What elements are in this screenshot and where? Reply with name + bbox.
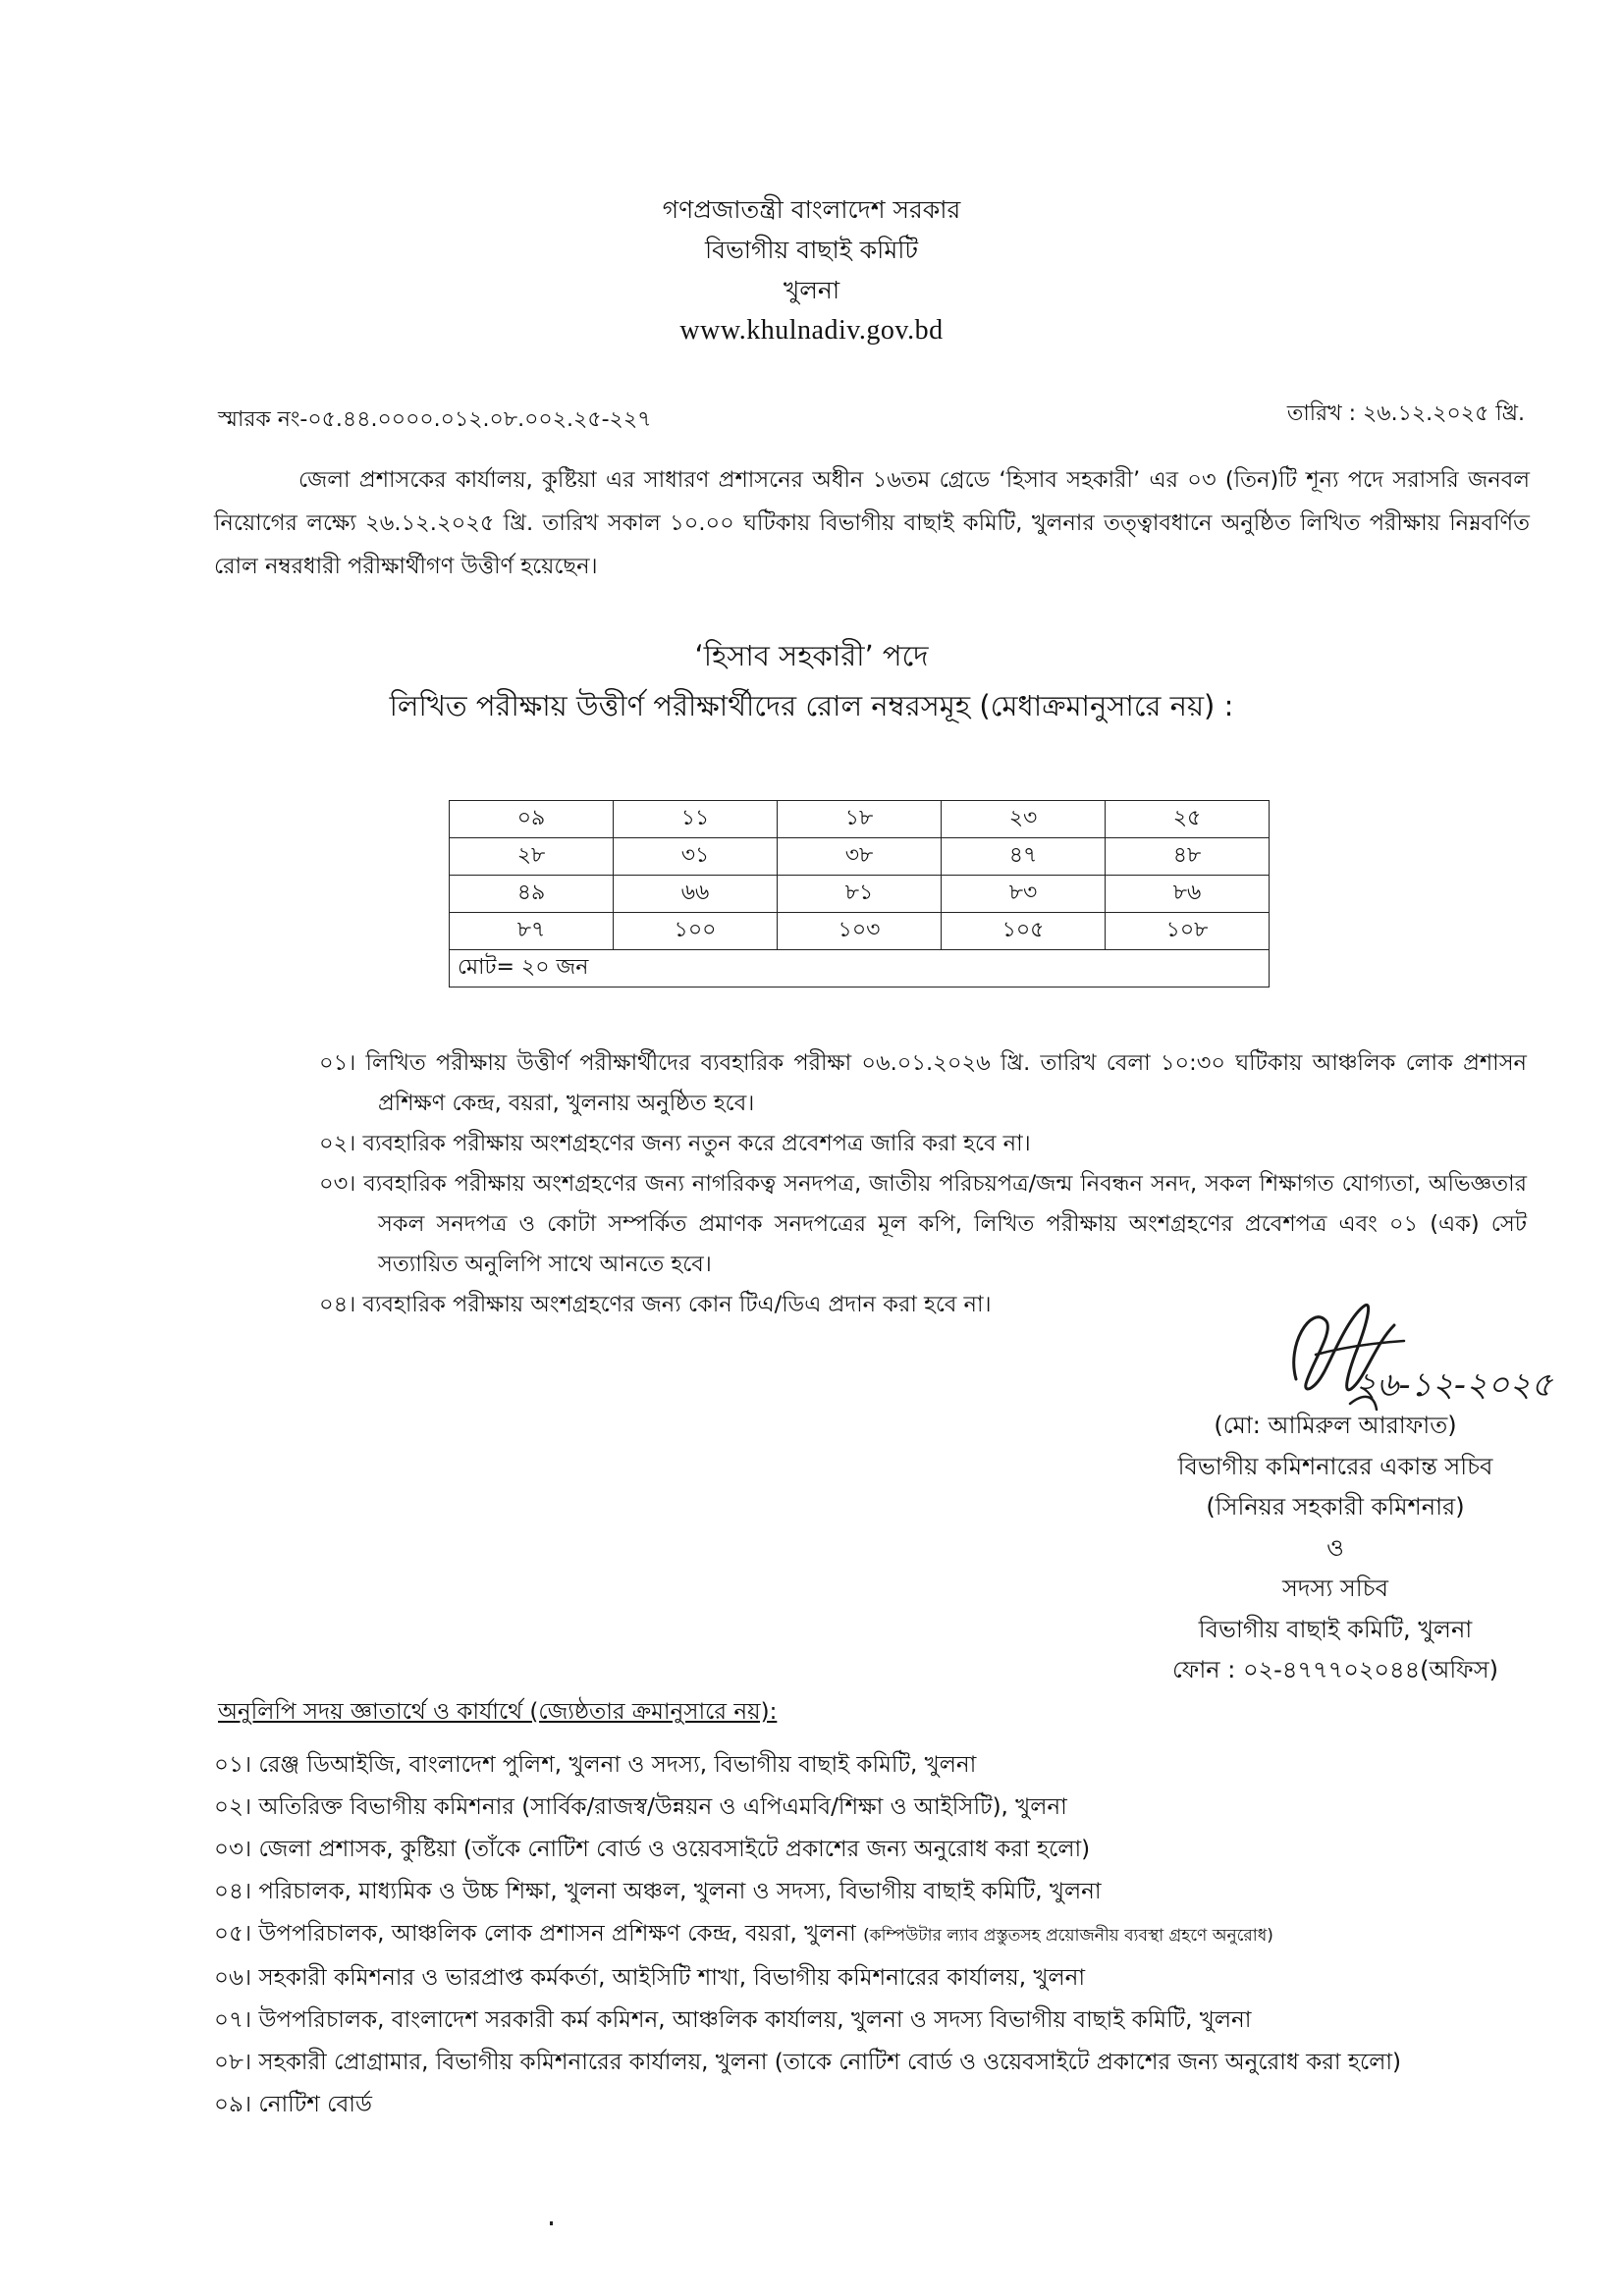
roll-cell: ২৫ (1106, 801, 1270, 838)
table-row (450, 876, 1270, 913)
table-row (450, 838, 1270, 876)
signature-date: ২৬-১২-২০২৫ (1355, 1365, 1553, 1405)
website-link[interactable]: www.khulnadiv.gov.bd (679, 315, 944, 346)
roll-cell: ৮১ (778, 876, 942, 913)
list-item: ০৪। ব্যবহারিক পরীক্ষায় অংশগ্রহণের জন্য কোন টিএ/ডিএ প্রদান করা হবে না। (319, 1292, 992, 1317)
roll-cell: ১০০ (614, 913, 778, 950)
signatory-rank: (সিনিয়র সহকারী কমিশনার) (1206, 1493, 1465, 1521)
signatory-phone: ফোন : ০২-৪৭৭৭০২০৪৪(অফিস) (1172, 1656, 1498, 1683)
list-item: ০১। লিখিত পরীক্ষায় উত্তীর্ণ পরীক্ষার্থীদের ব্যবহারিক পরীক্ষা ০৬.০১.২০২৬ খ্রি. তারিখ বেলা ১০:৩০ ঘটিকায় আঞ্চলিক লোক প্রশাসন প্রশিক্ষণ কেন্দ্র, বয়রা, খুলনায় অনুষ্ঠিত হবে। (319, 1050, 1527, 1116)
list-title: লিখিত পরীক্ষায় উত্তীর্ণ পরীক্ষার্থীদের রোল নম্বরসমূহ (মেধাক্রমানুসারে নয়) : (389, 689, 1234, 722)
government-name: গণপ্রজাতন্ত্রী বাংলাদেশ সরকার (662, 195, 961, 224)
post-title: ‘হিসাব সহকারী’ পদে (694, 639, 929, 672)
list-item: ০২। ব্যবহারিক পরীক্ষায় অংশগ্রহণের জন্য নতুন করে প্রবেশপত্র জারি করা হবে না। (319, 1131, 1031, 1156)
memo-date: তারিখ : ২৬.১২.২০২৫ খ্রি. (1286, 401, 1525, 426)
list-item: ০৮। সহকারী প্রোগ্রামার, বিভাগীয় কমিশনারের কার্যালয়, খুলনা (তাকে নোটিশ বোর্ড ও ওয়েবসাইটে প্রকাশের জন্য অনুরোধ করা হলো) (214, 2050, 1402, 2075)
list-item: ০৭। উপপরিচালক, বাংলাদেশ সরকারী কর্ম কমিশন, আঞ্চলিক কার্যালয়, খুলনা ও সদস্য বিভাগীয় বাছাই কমিটি, খুলনা (214, 2007, 1252, 2033)
list-item: ০৬। সহকারী কমিশনার ও ভারপ্রাপ্ত কর্মকর্তা, আইসিটি শাখা, বিভাগীয় কমিশনারের কার্যালয়, খুলনা (214, 1965, 1085, 1991)
signatory-role: সদস্য সচিব (1282, 1575, 1388, 1602)
table-row (450, 913, 1270, 950)
committee-name: বিভাগীয় বাছাই কমিটি (705, 236, 918, 264)
signatory-conjunction: ও (1326, 1533, 1344, 1562)
roll-cell: ৮৩ (942, 876, 1106, 913)
signatory-block (1129, 1406, 1542, 1691)
roll-cell: ৩১ (614, 838, 778, 876)
list-item: ০৩। ব্যবহারিক পরীক্ষায় অংশগ্রহণের জন্য নাগরিকত্ব সনদপত্র, জাতীয় পরিচয়পত্র/জন্ম নিবন্ধন সনদ, সকল শিক্ষাগত যোগ্যতা, অভিজ্ঞতার সকল সনদপত্র ও কোটা সম্পর্কিত প্রমাণক সনদপত্রের মূল কপি, লিখিত পরীক্ষায় অংশগ্রহণের প্রবেশপত্র এবং ০১ (এক) সেট সত্যায়িত অনুলিপি সাথে আনতে হবে। (319, 1171, 1527, 1277)
table-row (450, 801, 1270, 838)
roll-cell: ৮৭ (450, 913, 614, 950)
list-item: ০৯। নোটিশ বোর্ড (214, 2092, 372, 2117)
signatory-designation: বিভাগীয় কমিশনারের একান্ত সচিব (1177, 1452, 1493, 1480)
roll-cell: ০৯ (450, 801, 614, 838)
list-item (214, 1913, 1569, 1957)
roll-cell: ১০৮ (1106, 913, 1270, 950)
memo-number: স্মারক নং-০৫.৪৪.০০০০.০১২.০৮.০০২.২৫-২২৭ (218, 407, 652, 432)
total-count: মোট= ২০ জন (450, 950, 1270, 988)
signatory-committee: বিভাগীয় বাছাই কমিটি, খুলনা (1198, 1615, 1473, 1643)
list-item: ০৪। পরিচালক, মাধ্যমিক ও উচ্চ শিক্ষা, খুলনা অঞ্চল, খুলনা ও সদস্য, বিভাগীয় বাছাই কমিটি, খুলনা (214, 1879, 1102, 1904)
roll-cell: ২৩ (942, 801, 1106, 838)
copy-recipient: ০৫। উপপরিচালক, আঞ্চলিক লোক প্রশাসন প্রশিক্ষণ কেন্দ্র, বয়রা, খুলনা (214, 1921, 856, 1947)
instruction-list (319, 1043, 1527, 1325)
roll-cell: ৩৮ (778, 838, 942, 876)
roll-cell: ৪৮ (1106, 838, 1270, 876)
list-item: ০২। অতিরিক্ত বিভাগীয় কমিশনার (সার্বিক/রাজস্ব/উন্নয়ন ও এপিএমবি/শিক্ষা ও আইসিটি), খুলনা (214, 1794, 1067, 1820)
division-name: খুলনা (783, 276, 840, 304)
copy-list (214, 1744, 1569, 2126)
copy-note: (কম্পিউটার ল্যাব প্রস্তুতসহ প্রয়োজনীয় ব্যবস্থা গ্রহণে অনুরোধ) (863, 1926, 1273, 1946)
roll-cell: ১১ (614, 801, 778, 838)
roll-cell: ২৮ (450, 838, 614, 876)
intro-paragraph: জেলা প্রশাসকের কার্যালয়, কুষ্টিয়া এর সাধারণ প্রশাসনের অধীন ১৬তম গ্রেডে ‘হিসাব সহকারী’ এর ০৩ (তিন)টি শূন্য পদে সরাসরি জনবল নিয়োগের লক্ষ্যে ২৬.১২.২০২৫ খ্রি. তারিখ সকাল ১০.০০ ঘটিকায় বিভাগীয় বাছাই কমিটি, খুলনার তত্ত্বাবধানে অনুষ্ঠিত লিখিত পরীক্ষায় নিম্নবর্ণিত রোল নম্বরধারী পরীক্ষার্থীগণ উত্তীর্ণ হয়েছেন। (214, 467, 1530, 579)
roll-cell: ১০৫ (942, 913, 1106, 950)
list-item: ০৩। জেলা প্রশাসক, কুষ্টিয়া (তাঁকে নোটিশ বোর্ড ও ওয়েবসাইটে প্রকাশের জন্য অনুরোধ করা হলো) (214, 1837, 1091, 1862)
table-total-row (450, 950, 1270, 988)
roll-cell: ৮৬ (1106, 876, 1270, 913)
roll-cell: ৬৬ (614, 876, 778, 913)
signatory-name: (মো: আমিরুল আরাফাত) (1214, 1412, 1457, 1439)
roll-cell: ৪৯ (450, 876, 614, 913)
roll-cell: ১০৩ (778, 913, 942, 950)
list-item: ০১। রেঞ্জ ডিআইজি, বাংলাদেশ পুলিশ, খুলনা ও সদস্য, বিভাগীয় বাছাই কমিটি, খুলনা (214, 1752, 977, 1778)
roll-cell: ৪৭ (942, 838, 1106, 876)
copy-heading: অনুলিপি সদয় জ্ঞাতার্থে ও কার্যার্থে (জ্যেষ্ঠতার ক্রমানুসারে নয়): (218, 1699, 778, 1725)
scan-speck (550, 2221, 553, 2225)
roll-number-table (449, 800, 1270, 988)
letterhead (0, 189, 1623, 350)
roll-cell: ১৮ (778, 801, 942, 838)
